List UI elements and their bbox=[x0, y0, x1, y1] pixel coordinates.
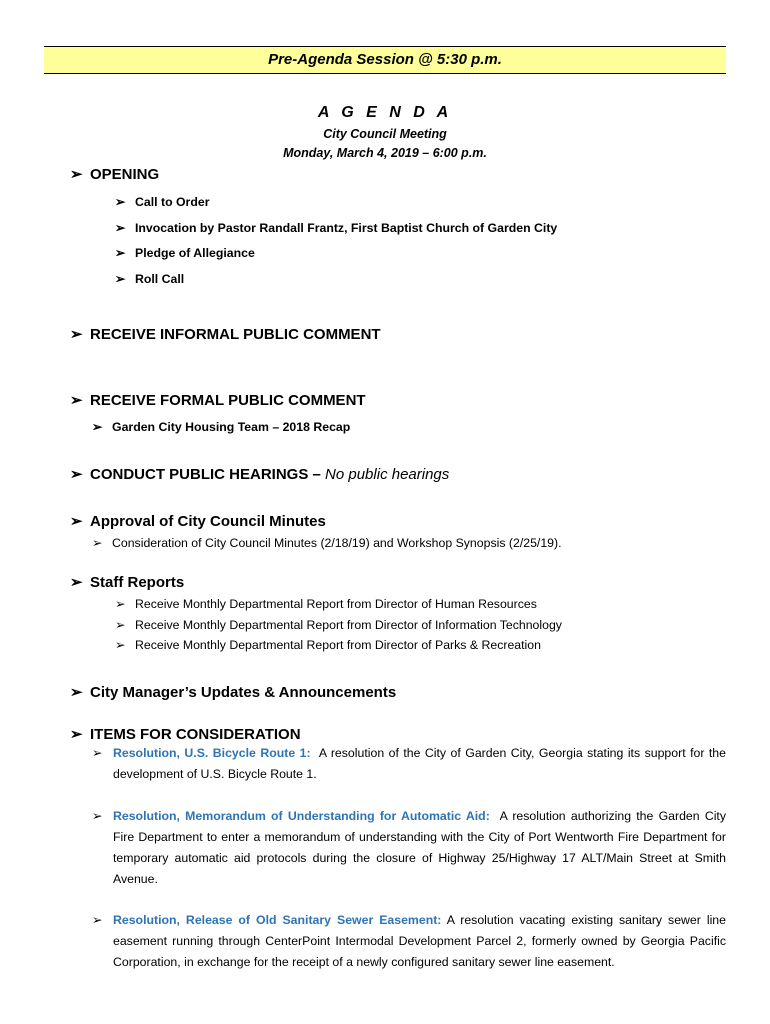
section-items-for-consideration: ➢ ITEMS FOR CONSIDERATION bbox=[70, 726, 301, 743]
agenda-title: A G E N D A bbox=[317, 104, 453, 121]
resolution-title: Resolution, U.S. Bicycle Route 1: bbox=[113, 746, 311, 760]
arrow-bullet-icon: ➢ bbox=[115, 246, 126, 260]
resolution-text: A resolution of the City of Garden City, Georgia stating its support for the development of U.S. Bicycle Route 1. bbox=[113, 746, 726, 781]
resolution-text: A resolution authorizing the Garden City Fire Department to enter a memorandum of understanding with the City of Port Wentworth Fire Department for temporary automatic aid protocols during the closure of Highway 25/Highway 17 ALT/Main Street at Smith Avenue. bbox=[113, 809, 726, 886]
arrow-bullet-icon: ➢ bbox=[92, 746, 103, 760]
consideration-item bbox=[92, 743, 726, 785]
arrow-bullet-icon: ➢ bbox=[115, 597, 126, 611]
consideration-item bbox=[92, 910, 726, 973]
section-minutes: ➢ Approval of City Council Minutes bbox=[70, 513, 326, 530]
arrow-bullet-icon: ➢ bbox=[70, 513, 83, 530]
pre-agenda-banner: Pre-Agenda Session @ 5:30 p.m. bbox=[44, 46, 726, 74]
section-manager-updates: ➢ City Manager’s Updates & Announcements bbox=[70, 684, 397, 701]
arrow-bullet-icon: ➢ bbox=[115, 272, 126, 286]
consideration-item bbox=[92, 806, 726, 890]
arrow-bullet-icon: ➢ bbox=[115, 618, 126, 632]
arrow-bullet-icon: ➢ bbox=[115, 638, 126, 652]
arrow-bullet-icon: ➢ bbox=[70, 726, 83, 743]
arrow-bullet-icon: ➢ bbox=[70, 326, 83, 343]
list-item: ➢ Receive Monthly Departmental Report from Director of Human Resources bbox=[115, 597, 537, 611]
arrow-bullet-icon: ➢ bbox=[92, 420, 103, 434]
arrow-bullet-icon: ➢ bbox=[92, 809, 103, 823]
hearings-note: No public hearings bbox=[325, 466, 450, 483]
resolution-title: Resolution, Memorandum of Understanding for Automatic Aid: bbox=[113, 809, 490, 823]
arrow-bullet-icon: ➢ bbox=[70, 684, 83, 701]
arrow-bullet-icon: ➢ bbox=[115, 221, 126, 235]
arrow-bullet-icon: ➢ bbox=[92, 913, 103, 927]
arrow-bullet-icon: ➢ bbox=[70, 466, 83, 483]
list-item: ➢ Garden City Housing Team – 2018 Recap bbox=[92, 420, 351, 434]
arrow-bullet-icon: ➢ bbox=[70, 166, 83, 183]
list-item: ➢ Consideration of City Council Minutes (2/18/19) and Workshop Synopsis (2/25/19). bbox=[92, 536, 562, 550]
list-item: ➢ Receive Monthly Departmental Report from Director of Parks & Recreation bbox=[115, 638, 541, 652]
meeting-name: City Council Meeting bbox=[323, 127, 447, 141]
arrow-bullet-icon: ➢ bbox=[92, 536, 103, 550]
arrow-bullet-icon: ➢ bbox=[70, 392, 83, 409]
list-item: ➢ Roll Call bbox=[115, 272, 185, 286]
section-staff-reports: ➢ Staff Reports bbox=[70, 574, 185, 591]
arrow-bullet-icon: ➢ bbox=[70, 574, 83, 591]
section-public-hearings: ➢ CONDUCT PUBLIC HEARINGS – No public hearings bbox=[70, 466, 450, 483]
list-item: ➢ Pledge of Allegiance bbox=[115, 246, 255, 260]
list-item: ➢ Invocation by Pastor Randall Frantz, First Baptist Church of Garden City bbox=[115, 221, 558, 235]
section-opening bbox=[70, 165, 159, 183]
resolution-text: A resolution vacating existing sanitary sewer line easement running through CenterPoint Intermodal Development Parcel 2, formerly owned by Georgia Pacific Corporation, in exchange for the receipt of a newly configured sanitary sewer line easement. bbox=[113, 913, 726, 969]
list-item: ➢ Receive Monthly Departmental Report from Director of Information Technology bbox=[115, 618, 562, 632]
resolution-title: Resolution, Release of Old Sanitary Sewer Easement: bbox=[113, 913, 442, 927]
section-label: OPENING bbox=[90, 166, 160, 183]
section-formal-comment: ➢ RECEIVE FORMAL PUBLIC COMMENT bbox=[70, 392, 366, 409]
arrow-bullet-icon: ➢ bbox=[115, 195, 126, 209]
section-informal-comment: ➢ RECEIVE INFORMAL PUBLIC COMMENT bbox=[70, 326, 381, 343]
list-item: ➢ Call to Order bbox=[115, 195, 210, 209]
meeting-date: Monday, March 4, 2019 – 6:00 p.m. bbox=[283, 146, 487, 160]
